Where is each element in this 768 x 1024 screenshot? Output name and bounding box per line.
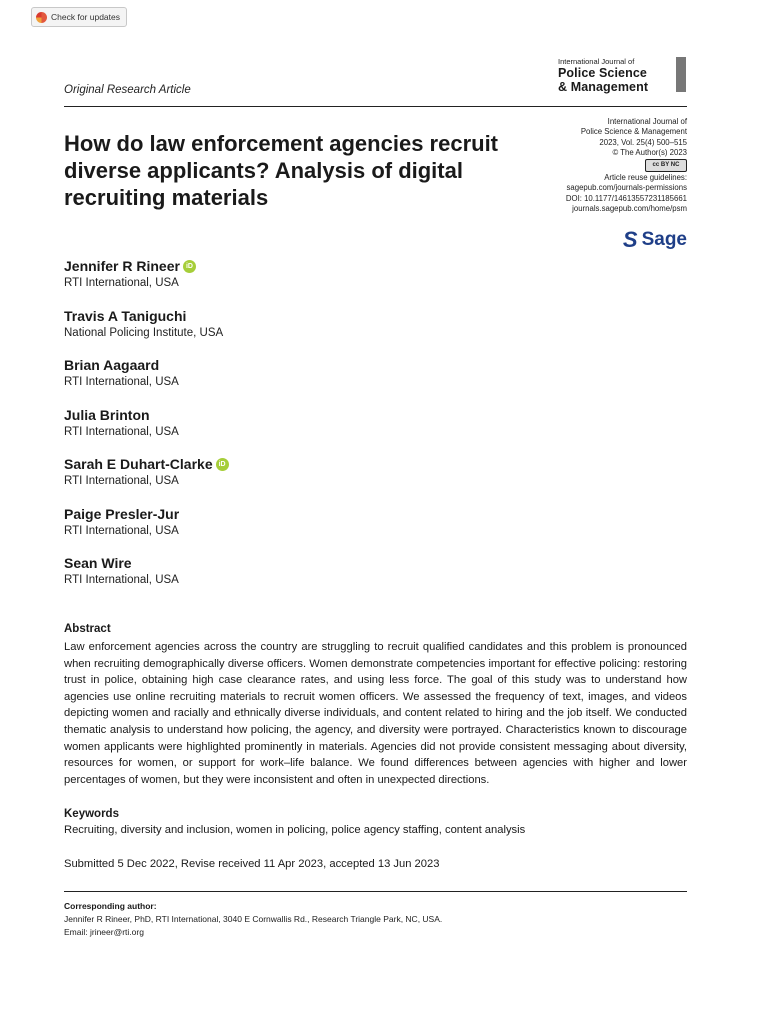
author-entry: [64, 554, 464, 604]
author-name-text: Brian Aagaard: [64, 357, 160, 373]
author-entry: [64, 406, 464, 456]
sage-logo[interactable]: [623, 229, 687, 251]
reuse-link[interactable]: sagepub.com/journals-permissions: [566, 183, 687, 193]
author-name[interactable]: [64, 406, 464, 425]
author-list: [64, 257, 464, 604]
submission-dates: Submitted 5 Dec 2022, Revise received 11 Apr 2023, accepted 13 Jun 2023: [64, 858, 440, 870]
check-for-updates-button[interactable]: [31, 7, 127, 27]
journal-logo-bar: [676, 57, 686, 92]
author-name-text: Julia Brinton: [64, 406, 150, 423]
journal-logo[interactable]: [558, 57, 686, 93]
article-type: Original Research Article: [64, 84, 191, 96]
author-affiliation: RTI International, USA: [64, 277, 179, 289]
author-name-text: Sarah E Duhart-Clarke: [64, 456, 213, 472]
journal-logo-line1: International Journal of: [558, 57, 635, 66]
author-name-text: Jennifer R Rineer: [64, 258, 180, 274]
corresponding-author-email[interactable]: Email: jrineer@rti.org: [64, 927, 144, 937]
author-entry: [64, 505, 464, 555]
orcid-icon[interactable]: iD: [183, 260, 196, 273]
keywords-text: Recruiting, diversity and inclusion, women in policing, police agency staffing, content analysis: [64, 824, 526, 836]
author-entry: [64, 455, 464, 505]
reuse-label: Article reuse guidelines:: [604, 173, 687, 183]
corresponding-author-address: Jennifer R Rineer, PhD, RTI International, 3040 E Cornwallis Rd., Research Triangle Park, NC, USA.: [64, 914, 443, 924]
header-divider: [64, 106, 687, 107]
author-name[interactable]: [64, 455, 464, 474]
author-name[interactable]: [64, 257, 464, 276]
sage-logo-text: Sage: [641, 229, 687, 250]
cc-license-icon[interactable]: cc BY NC: [645, 159, 687, 172]
journal-logo-line2: Police Science: [558, 66, 647, 80]
author-name[interactable]: [64, 307, 464, 326]
author-affiliation: RTI International, USA: [64, 475, 179, 487]
orcid-icon[interactable]: iD: [216, 458, 229, 471]
journal-info: [487, 117, 687, 214]
author-name-text: Travis A Taniguchi: [64, 307, 187, 324]
abstract-heading: Abstract: [64, 623, 111, 635]
author-affiliation: RTI International, USA: [64, 425, 179, 438]
author-entry: [64, 257, 464, 307]
crossmark-icon: [36, 12, 47, 23]
page-title: How do law enforcement agencies recruit diverse applicants? Analysis of digital recruiting materials: [64, 131, 499, 210]
journal-home-link[interactable]: journals.sagepub.com/home/psm: [572, 204, 687, 214]
author-affiliation: National Policing Institute, USA: [64, 326, 224, 339]
author-name[interactable]: [64, 505, 464, 524]
sage-s-icon: S: [622, 227, 638, 252]
author-name[interactable]: [64, 356, 464, 375]
author-entry: [64, 356, 464, 406]
author-affiliation: RTI International, USA: [64, 524, 179, 537]
author-affiliation: RTI International, USA: [64, 376, 179, 388]
copyright: © The Author(s) 2023: [612, 147, 687, 157]
journal-logo-line3: & Management: [558, 80, 649, 94]
author-name[interactable]: [64, 554, 464, 573]
author-entry: [64, 307, 464, 357]
journal-info-line2: Police Science & Management: [580, 127, 687, 137]
author-name-text: Sean Wire: [64, 555, 132, 571]
doi[interactable]: DOI: 10.1177/14613557231185661: [565, 193, 687, 203]
footer-divider: [64, 891, 687, 892]
keywords-heading: Keywords: [64, 808, 119, 820]
corresponding-author-heading: Corresponding author:: [64, 901, 157, 911]
journal-volume: 2023, Vol. 25(4) 500–515: [599, 137, 687, 147]
abstract-text: Law enforcement agencies across the country are struggling to recruit qualified candidates and this problem is pronounced when recruiting demographically diverse officers. Women demonstrate competencies important for effective policing: restoring trust in police, obtaining high case clearance rates, and using less force. The goal of this study was to understand how agencies use online recruiting materials to recruit women officers. We assessed the frequency of text, images, and videos depicting women and racially and ethnically diverse individuals, and content related to hiring and the job itself. We conducted thematic analysis to understand how policing, the agency, and diversity were portrayed. Characteristics known to discourage women applicants were highlighted prominently in materials. Agencies did not provide consistent messaging about diversity, resources for women, or support for work–life balance. We found differences between agencies with higher and lower percentages of women, but they were inconsistent and often in unexpected directions.: [64, 641, 687, 786]
author-affiliation: RTI International, USA: [64, 574, 179, 586]
check-for-updates-label: Check for updates: [51, 12, 120, 22]
journal-info-line1: International Journal of: [607, 117, 687, 126]
author-name-text: Paige Presler-Jur: [64, 505, 180, 522]
